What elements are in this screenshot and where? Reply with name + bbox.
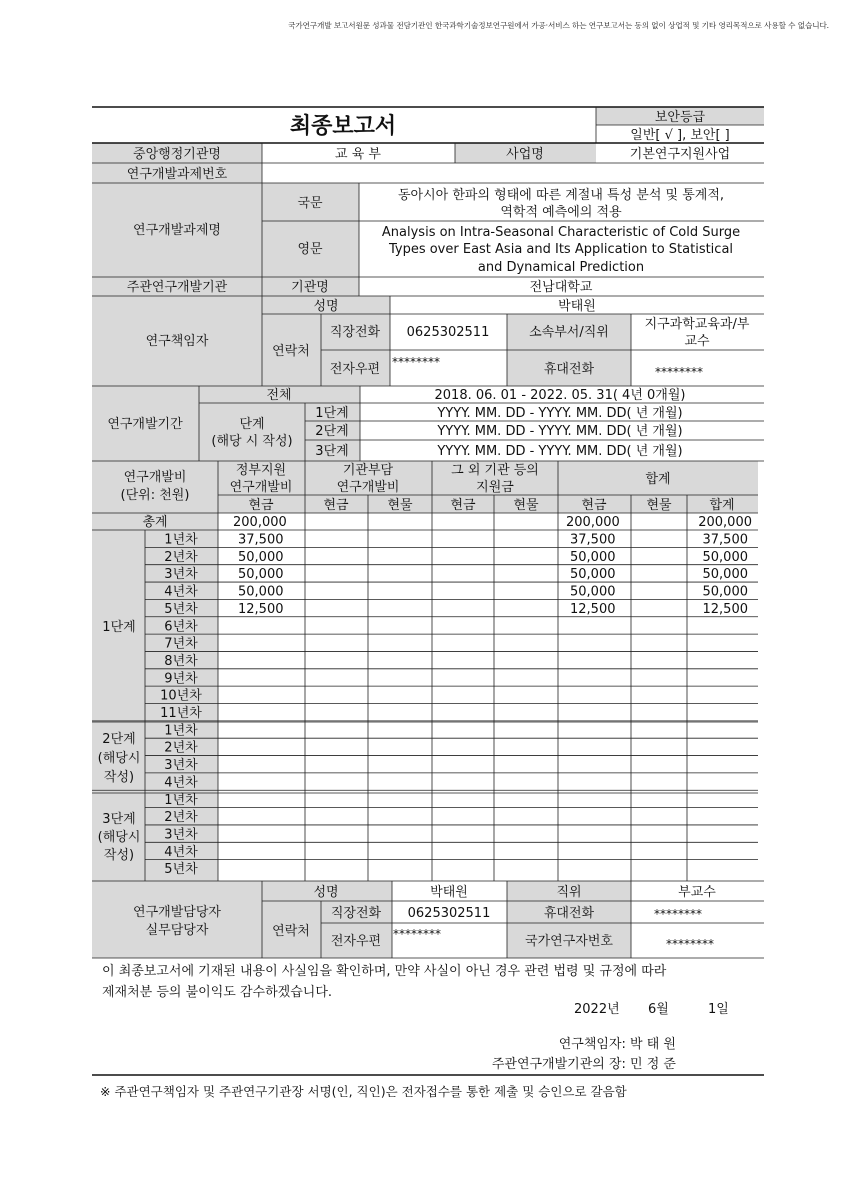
budget-sum-cash-header: 현금	[581, 498, 607, 513]
budget-sum-cash-value: 50,000	[570, 584, 616, 600]
budget-gov-cash-value: 50,000	[238, 584, 284, 600]
budget-stage2-line2: (해당시	[97, 751, 141, 766]
pi-dept-line1: 지구과학교육과/부	[644, 317, 750, 332]
declaration-line1: 이 최종보고서에 기재된 내용이 사실임을 확인하며, 만약 사실이 아닌 경우 관련 법령 및 규정에 따라	[102, 964, 667, 979]
budget-year-label: 3년차	[164, 827, 198, 843]
declaration-line2: 제재처분 등의 불이익도 감수하겠습니다.	[102, 985, 333, 1000]
officer-email: ********	[393, 927, 441, 941]
pi-dept-label: 소속부서/직위	[529, 325, 609, 340]
budget-stage2-line1: 2단계	[102, 732, 136, 747]
pi-contact-label: 연락처	[272, 344, 310, 359]
period-stage-label: 단계	[239, 417, 265, 432]
budget-gov-cash-value: 50,000	[238, 567, 284, 583]
task-title-kr-line2: 역학적 예측에의 적용	[500, 205, 622, 220]
budget-sum-total-value: 37,500	[702, 532, 748, 548]
task-title-label: 연구개발과제명	[133, 223, 221, 238]
period-stage2-label: 2단계	[315, 424, 349, 439]
pi-office-phone-label: 직장전화	[329, 325, 381, 340]
period-total-label: 전체	[266, 388, 292, 403]
budget-sum-label: 합계	[645, 472, 671, 487]
declaration-month: 6월	[648, 1002, 669, 1017]
task-title-kr-line1: 동아시아 한파의 형태에 따른 계절내 특성 분석 및 통계적,	[397, 188, 725, 203]
budget-year-label: 4년차	[164, 775, 198, 791]
budget-year-label: 1년차	[164, 792, 198, 808]
budget-year-label: 7년차	[164, 636, 198, 652]
officer-researcher-no: ********	[666, 937, 714, 951]
pi-email: ********	[392, 355, 440, 369]
pi-mobile-label: 휴대전화	[543, 362, 595, 377]
budget-sum-total-value: 50,000	[702, 584, 748, 600]
budget-year-label: 3년차	[164, 758, 198, 774]
task-title-en-line1: Analysis on Intra-Seasonal Characteristic of Cold Surge	[381, 225, 741, 240]
officer-name-label: 성명	[313, 885, 339, 900]
budget-gov-line1: 정부지원	[235, 463, 287, 478]
pi-signature: 연구책임자: 박 태 원	[558, 1037, 676, 1052]
budget-stage3-line3: 작성)	[103, 848, 135, 863]
budget-year-label: 4년차	[164, 844, 198, 860]
budget-sum-total-header: 합계	[709, 498, 735, 513]
officer-label-line1: 연구개발담당자	[133, 905, 221, 920]
task-title-en-line2: Types over East Asia and Its Application to Statistical	[388, 242, 734, 257]
officer-name: 박태원	[430, 885, 468, 900]
budget-gov-line2: 연구개발비	[229, 480, 293, 495]
task-number-label: 연구개발과제번호	[126, 167, 228, 182]
officer-title-label: 직위	[556, 885, 582, 900]
budget-year-label: 2년차	[164, 549, 198, 565]
budget-year-label: 2년차	[164, 740, 198, 756]
budget-year-label: 11년차	[160, 706, 202, 721]
declaration-day: 1일	[708, 1002, 729, 1017]
budget-inst-line2: 연구개발비	[336, 480, 400, 495]
period-stage-note: (해당 시 작성)	[211, 434, 293, 449]
footnote: ※ 주관연구책임자 및 주관연구기관장 서명(인, 직인)은 전자접수를 통한 제출 및 승인으로 갈음함	[100, 1084, 627, 1099]
budget-grand-cash: 200,000	[566, 515, 620, 530]
budget-inst-cash-header: 현금	[323, 498, 349, 513]
task-title-en-label: 영문	[297, 242, 323, 257]
budget-other-cash-header: 현금	[450, 498, 476, 513]
program-value: 기본연구지원사업	[629, 147, 731, 162]
institution-name-label: 기관명	[291, 280, 329, 295]
budget-label-line2: (단위: 천원)	[120, 488, 190, 503]
pi-label: 연구책임자	[145, 334, 209, 349]
budget-year-label: 10년차	[160, 688, 202, 704]
budget-year-label: 4년차	[164, 584, 198, 600]
budget-sum-cash-value: 50,000	[570, 567, 616, 583]
program-label: 사업명	[506, 147, 544, 162]
budget-sum-cash-value: 12,500	[570, 601, 616, 617]
pi-office-phone: 0625302511	[406, 325, 490, 340]
officer-mobile-label: 휴대전화	[543, 906, 595, 921]
officer-email-label: 전자우편	[330, 934, 382, 949]
budget-gov-cash-value: 12,500	[238, 601, 284, 617]
period-stage3-value: YYYY. MM. DD - YYYY. MM. DD( 년 개월)	[437, 444, 683, 459]
budget-stage3-line2: (해당시	[97, 830, 141, 845]
budget-year-label: 8년차	[164, 653, 198, 669]
agency-label: 중앙행정기관명	[133, 147, 221, 162]
budget-grand-label: 총계	[142, 515, 168, 530]
budget-grand-total: 200,000	[698, 515, 752, 530]
budget-year-label: 6년차	[164, 619, 198, 635]
budget-stage2-line3: 작성)	[103, 770, 135, 785]
pi-mobile: ********	[655, 365, 703, 379]
budget-other-line2: 지원금	[476, 480, 514, 495]
budget-year-label: 2년차	[164, 810, 198, 826]
budget-inst-line1: 기관부담	[342, 463, 394, 478]
budget-sum-kind-header: 현물	[646, 498, 672, 513]
pi-name-label: 성명	[313, 299, 339, 314]
budget-year-label: 5년차	[164, 601, 198, 617]
period-total-value: 2018. 06. 01 - 2022. 05. 31( 4년 0개월)	[434, 388, 686, 403]
budget-label-line1: 연구개발비	[123, 470, 187, 485]
pi-name: 박태원	[558, 299, 596, 314]
budget-sum-cash-value: 37,500	[570, 532, 616, 548]
task-title-en-line3: and Dynamical Prediction	[477, 260, 645, 275]
officer-office-phone: 0625302511	[407, 906, 491, 921]
period-stage1-label: 1단계	[315, 406, 349, 421]
budget-sum-total-value: 50,000	[702, 567, 748, 583]
officer-researcher-no-label: 국가연구자번호	[525, 934, 613, 949]
institution-value: 전남대학교	[529, 280, 593, 295]
budget-inst-kind-header: 현물	[387, 498, 413, 513]
budget-gov-cash-value: 37,500	[238, 532, 284, 548]
security-grade-value: 일반[ √ ], 보안[ ]	[630, 128, 730, 143]
budget-stage3-line1: 3단계	[102, 812, 136, 827]
period-stage3-label: 3단계	[315, 444, 349, 459]
budget-grand-gov: 200,000	[233, 515, 287, 530]
period-stage1-value: YYYY. MM. DD - YYYY. MM. DD( 년 개월)	[437, 406, 683, 421]
budget-year-label: 9년차	[164, 671, 198, 687]
budget-sum-total-value: 12,500	[702, 601, 748, 617]
report-title: 최종보고서	[289, 114, 397, 139]
officer-title: 부교수	[678, 885, 716, 900]
budget-gov-cash-header: 현금	[248, 498, 274, 513]
declaration-year: 2022년	[574, 1002, 620, 1017]
copyright-notice: 국가연구개발 보고서원문 성과물 전담기관인 한국과학기술정보연구원에서 가공·서비스 하는 연구보고서는 동의 없이 상업적 및 기타 영리목적으로 사용할 수 없습니다.	[288, 21, 829, 30]
budget-year-label: 3년차	[164, 567, 198, 583]
officer-label-line2: 실무담당자	[145, 923, 209, 938]
officer-office-phone-label: 직장전화	[330, 906, 382, 921]
institution-label: 주관연구개발기관	[126, 280, 228, 295]
budget-gov-cash-value: 50,000	[238, 549, 284, 565]
period-stage2-value: YYYY. MM. DD - YYYY. MM. DD( 년 개월)	[437, 424, 683, 439]
budget-other-line1: 그 외 기관 등의	[451, 463, 539, 478]
budget-sum-cash-value: 50,000	[570, 549, 616, 565]
budget-stage1-label: 1단계	[102, 620, 136, 635]
budget-other-kind-header: 현물	[513, 498, 539, 513]
security-grade-label: 보안등급	[654, 110, 706, 125]
agency-value: 교 육 부	[335, 147, 381, 162]
officer-contact-label: 연락처	[272, 924, 310, 939]
budget-sum-total-value: 50,000	[702, 549, 748, 565]
head-signature: 주관연구개발기관의 장: 민 정 준	[491, 1057, 676, 1072]
task-title-kr-label: 국문	[297, 196, 323, 211]
budget-year-label: 5년차	[164, 862, 198, 878]
period-label: 연구개발기간	[107, 417, 183, 432]
budget-year-label: 1년차	[164, 723, 198, 739]
officer-mobile: ********	[654, 907, 702, 921]
budget-year-label: 1년차	[164, 532, 198, 548]
pi-dept-line2: 교수	[684, 334, 710, 349]
pi-email-label: 전자우편	[329, 362, 381, 377]
